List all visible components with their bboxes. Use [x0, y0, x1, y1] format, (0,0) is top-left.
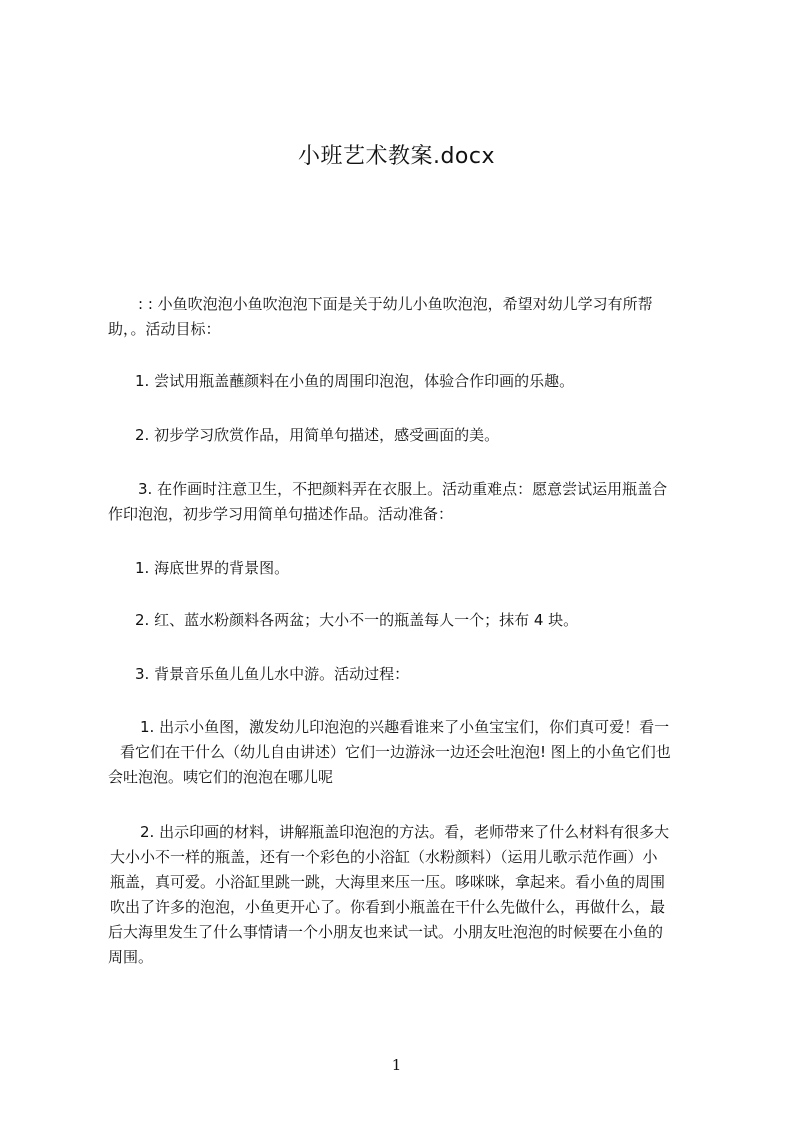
paragraph-prep-1	[135, 556, 289, 581]
paragraph-line: : : 小鱼吹泡泡小鱼吹泡泡下面是关于幼儿小鱼吹泡泡，希望对幼儿学习有所帮	[138, 295, 653, 313]
paragraph-line: 瓶盖，真可爱。小浴缸里跳一跳，大海里来压一压。哆咪咪，拿起来。看小鱼的周围	[110, 873, 666, 891]
paragraph-process-1	[108, 715, 671, 790]
paragraph-line: 作印泡泡，初步学习用简单句描述作品。活动准备：	[108, 505, 454, 523]
paragraph-line: 2. 初步学习欣赏作品，用简单句描述，感受画面的美。	[135, 426, 500, 444]
page-number: 1	[391, 1056, 402, 1074]
paragraph-line: 吹出了许多的泡泡，小鱼更开心了。你看到小瓶盖在干什么先做什么，再做什么，最	[110, 898, 666, 916]
paragraph-process-2	[108, 820, 669, 970]
document-title: 小班艺术教案.docx	[297, 144, 496, 169]
paragraph-line: 1. 尝试用瓶盖蘸颜料在小鱼的周围印泡泡，体验合作印画的乐趣。	[135, 372, 575, 390]
paragraph-goal-1	[135, 369, 574, 394]
paragraph-line: 2. 红、蓝水粉颜料各两盆；大小不一的瓶盖每人一个；抹布 4 块。	[135, 611, 579, 629]
paragraph-intro	[108, 292, 653, 342]
paragraph-goal-2	[135, 423, 499, 448]
paragraph-line: 会吐泡泡。咦它们的泡泡在哪儿呢	[108, 768, 334, 786]
paragraph-line: 看它们在干什么（幼儿自由讲述）它们一边游泳一边还会吐泡泡! 图上的小鱼它们也	[120, 743, 671, 761]
paragraph-line: 大小小不一样的瓶盖，还有一个彩色的小浴缸（水粉颜料）（运用儿歌示范作画）小	[110, 848, 658, 866]
paragraph-prep-2	[135, 608, 578, 633]
paragraph-line: 后大海里发生了什么事情请一个小朋友也来试一试。小朋友吐泡泡的时候要在小鱼的	[108, 923, 664, 941]
paragraph-goal-3	[108, 477, 667, 527]
paragraph-line: 1. 出示小鱼图，激发幼儿印泡泡的兴趣看谁来了小鱼宝宝们，你们真可爱！看一	[140, 718, 670, 736]
paragraph-line: 3. 背景音乐鱼儿鱼儿水中游。活动过程：	[135, 665, 410, 683]
paragraph-line: 周围。	[108, 948, 154, 966]
paragraph-line: 3. 在作画时注意卫生，不把颜料弄在衣服上。活动重难点：愿意尝试运用瓶盖合	[138, 480, 668, 498]
paragraph-line: 2. 出示印画的材料，讲解瓶盖印泡泡的方法。看，老师带来了什么材料有很多大	[140, 823, 670, 841]
paragraph-line: 1. 海底世界的背景图。	[135, 559, 290, 577]
paragraph-prep-3	[135, 662, 409, 687]
paragraph-line: 助，。活动目标：	[108, 320, 221, 338]
